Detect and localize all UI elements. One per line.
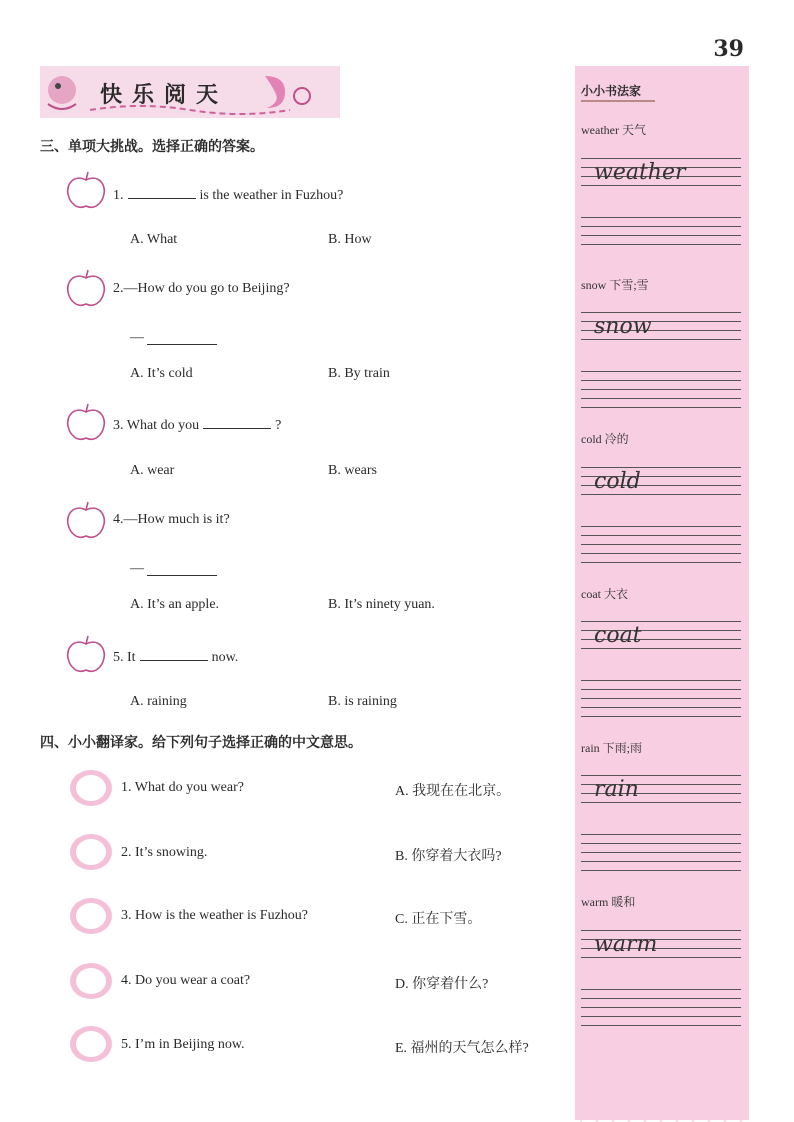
practice-lines[interactable] xyxy=(581,518,741,563)
translate-sentence: 2. It’s snowing. xyxy=(121,845,208,860)
answer-blank[interactable] xyxy=(203,414,271,429)
option-b[interactable]: B. It’s ninety yuan. xyxy=(328,597,435,612)
word-label: cold 冷的 xyxy=(581,432,629,446)
option-a[interactable]: A. It’s cold xyxy=(130,366,193,381)
answer-blank[interactable] xyxy=(128,184,196,199)
option-b[interactable]: B. wears xyxy=(328,463,377,478)
answer-ring-icon[interactable] xyxy=(68,960,114,1002)
word-label: rain 下雨;雨 xyxy=(581,741,642,755)
answer-dash: — xyxy=(130,561,144,576)
option-a[interactable]: A. What xyxy=(130,232,178,247)
script-word: rain xyxy=(594,777,639,802)
question-1: 1. is the weather in Fuzhou? xyxy=(113,184,343,204)
answer-ring-icon[interactable] xyxy=(68,767,114,809)
answer-ring-icon[interactable] xyxy=(68,831,114,873)
option-b[interactable]: B. is raining xyxy=(328,694,397,709)
answer-ring-icon[interactable] xyxy=(68,895,114,937)
word-label: weather 天气 xyxy=(581,123,646,137)
script-word: warm xyxy=(594,932,658,957)
translate-sentence: 4. Do you wear a coat? xyxy=(121,973,251,988)
script-word: snow xyxy=(594,314,652,339)
practice-lines[interactable] xyxy=(581,981,741,1026)
translate-option: A. 我现在在北京。 xyxy=(395,784,511,799)
word-label: coat 大衣 xyxy=(581,587,628,601)
practice-lines[interactable] xyxy=(581,209,741,245)
practice-lines[interactable] xyxy=(581,363,741,408)
calligraphy-title-underline xyxy=(581,100,655,102)
practice-lines[interactable] xyxy=(581,672,741,717)
translate-sentence: 1. What do you wear? xyxy=(121,780,244,795)
answer-dash: — xyxy=(130,330,144,345)
word-label: snow 下雪;雪 xyxy=(581,278,649,292)
translate-option: B. 你穿着大衣吗? xyxy=(395,849,502,864)
option-b[interactable]: B. How xyxy=(328,232,372,247)
section3-title: 三、单项大挑战。选择正确的答案。 xyxy=(40,139,264,155)
question-3: 3. What do you ? xyxy=(113,414,281,434)
option-a[interactable]: A. It’s an apple. xyxy=(130,597,220,612)
answer-ring-icon[interactable] xyxy=(68,1023,114,1065)
question-4: 4.—How much is it? xyxy=(113,512,230,527)
translate-option: D. 你穿着什么? xyxy=(395,977,489,992)
answer-blank[interactable] xyxy=(140,646,208,661)
section4-title: 四、小小翻译家。给下列句子选择正确的中文意思。 xyxy=(40,735,362,751)
apple-icon xyxy=(64,634,108,674)
page-number: 39 xyxy=(713,36,744,62)
translate-option: E. 福州的天气怎么样? xyxy=(395,1041,529,1056)
apple-icon xyxy=(64,500,108,540)
apple-icon xyxy=(64,268,108,308)
word-label: warm 暖和 xyxy=(581,895,636,909)
apple-icon xyxy=(64,170,108,210)
panel-zigzag-edge xyxy=(575,1100,749,1122)
option-b[interactable]: B. By train xyxy=(328,366,390,381)
script-word: coat xyxy=(594,623,642,648)
translate-option: C. 正在下雪。 xyxy=(395,912,482,927)
question-2: 2.—How do you go to Beijing? xyxy=(113,281,290,296)
apple-icon xyxy=(64,402,108,442)
script-word: cold xyxy=(594,469,641,494)
script-word: weather xyxy=(594,160,686,185)
answer-line[interactable] xyxy=(147,344,217,345)
answer-line[interactable] xyxy=(147,575,217,576)
practice-lines[interactable] xyxy=(581,826,741,871)
option-a[interactable]: A. raining xyxy=(130,694,187,709)
calligraphy-title: 小小书法家 xyxy=(581,84,642,98)
translate-sentence: 5. I’m in Beijing now. xyxy=(121,1037,245,1052)
question-5: 5. It now. xyxy=(113,646,238,666)
translate-sentence: 3. How is the weather is Fuzhou? xyxy=(121,908,309,923)
option-a[interactable]: A. wear xyxy=(130,463,175,478)
banner-title: 快乐阅天 xyxy=(100,83,229,108)
